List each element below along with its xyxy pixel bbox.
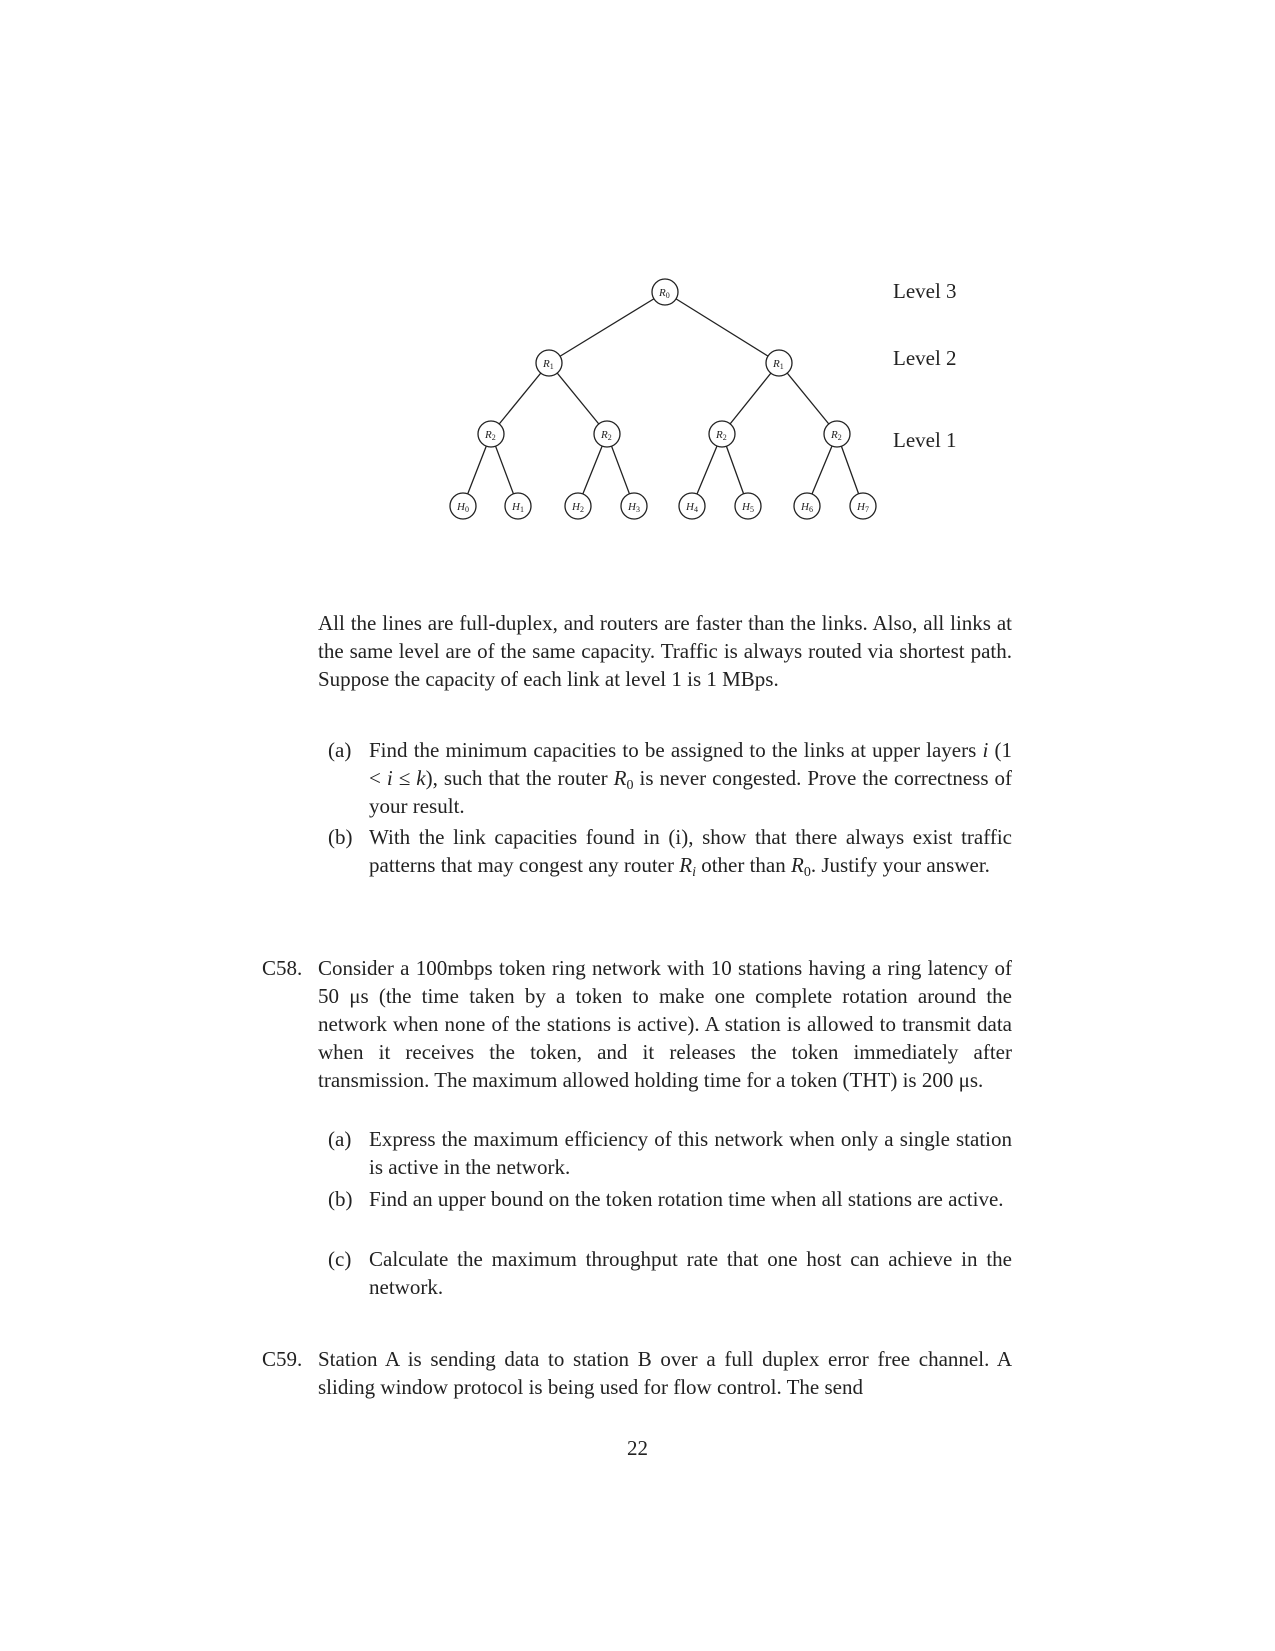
- level-1-label: Level 1: [893, 428, 957, 452]
- node-label: H3: [628, 501, 640, 514]
- item-label: (a): [328, 1127, 352, 1151]
- c59-paragraph: Station A is sending data to station B over a full duplex error free channel. A sliding window protocol is being used for flow control. The send: [318, 1347, 1012, 1399]
- page-number: 22: [627, 1436, 648, 1460]
- q57-item-b: [318, 823, 1012, 879]
- node-label: R1: [773, 358, 784, 371]
- node-R2c: [709, 421, 735, 447]
- c58-item-b: [318, 1185, 1012, 1213]
- c58-item-c: [318, 1245, 1012, 1301]
- item-label: (a): [328, 738, 352, 762]
- node-R1a: [536, 350, 562, 376]
- node-label: R0: [659, 287, 670, 300]
- node-label: H5: [742, 501, 754, 514]
- router-tree-diagram: [0, 0, 1275, 560]
- c58-item-a: [318, 1125, 1012, 1181]
- item-text: Calculate the maximum throughput rate that one host can achieve in the network.: [369, 1247, 1012, 1299]
- item-label: (c): [328, 1247, 352, 1271]
- node-H5: [735, 493, 761, 519]
- node-R0: [652, 279, 678, 305]
- item-text: Find the minimum capacities to be assigned to the links at upper layers i (1 < i ≤ k), such that the router $R_0$ is never congested. Prove the correctness of your result.: [369, 738, 1013, 818]
- node-H1: [505, 493, 531, 519]
- c58-paragraph: Consider a 100mbps token ring network with 10 stations having a ring latency of 50 μs (the time taken by a token to make one complete rotation around the network when none of the stations is active). A station is allowed to transmit data when it receives the token, and it releases the token immediately after transmission. The maximum allowed holding time for a token (THT) is 200 μs.: [318, 956, 1012, 1092]
- node-H7: [850, 493, 876, 519]
- node-label: R1: [543, 358, 554, 371]
- item-text: Express the maximum efficiency of this network when only a single station is active in the network.: [369, 1127, 1012, 1179]
- node-H4: [679, 493, 705, 519]
- node-label: H0: [457, 501, 469, 514]
- edge-R1b-R2c: [722, 363, 779, 434]
- node-H2: [565, 493, 591, 519]
- edge-R1b-R2d: [779, 363, 837, 434]
- edge-R1a-R2a: [491, 363, 549, 434]
- node-R2d: [824, 421, 850, 447]
- node-H3: [621, 493, 647, 519]
- q57-item-a: [318, 736, 1012, 820]
- item-text: Find an upper bound on the token rotation time when all stations are active.: [369, 1187, 1004, 1211]
- item-label: (b): [328, 1187, 353, 1211]
- question-number-c58: C58.: [262, 956, 303, 980]
- node-R2b: [594, 421, 620, 447]
- edge-R0-R1b: [665, 292, 779, 363]
- node-label: R2: [831, 429, 842, 442]
- intro-paragraph: All the lines are full-duplex, and routers are faster than the links. Also, all links at the same level are of the same capacity. Traffic is always routed via shortest path. Suppose the capacity of each link at level 1 is 1 MBps.: [318, 611, 1012, 691]
- node-label: R2: [485, 429, 496, 442]
- node-label: H6: [801, 501, 813, 514]
- node-label: R2: [716, 429, 727, 442]
- node-label: H2: [572, 501, 584, 514]
- node-H0: [450, 493, 476, 519]
- node-label: H7: [857, 501, 869, 514]
- question-number-c59: C59.: [262, 1347, 303, 1371]
- level-3-label: Level 3: [893, 279, 957, 303]
- edge-R0-R1a: [549, 292, 665, 363]
- node-R2a: [478, 421, 504, 447]
- node-label: H4: [686, 501, 698, 514]
- item-label: (b): [328, 825, 353, 849]
- level-2-label: Level 2: [893, 346, 957, 370]
- edge-R1a-R2b: [549, 363, 607, 434]
- item-text: With the link capacities found in (i), show that there always exist traffic patterns that may congest any router $R_i$ other than $R_0$. Justify your answer.: [369, 825, 1012, 880]
- node-H6: [794, 493, 820, 519]
- node-label: H1: [512, 501, 524, 514]
- node-label: R2: [601, 429, 612, 442]
- node-R1b: [766, 350, 792, 376]
